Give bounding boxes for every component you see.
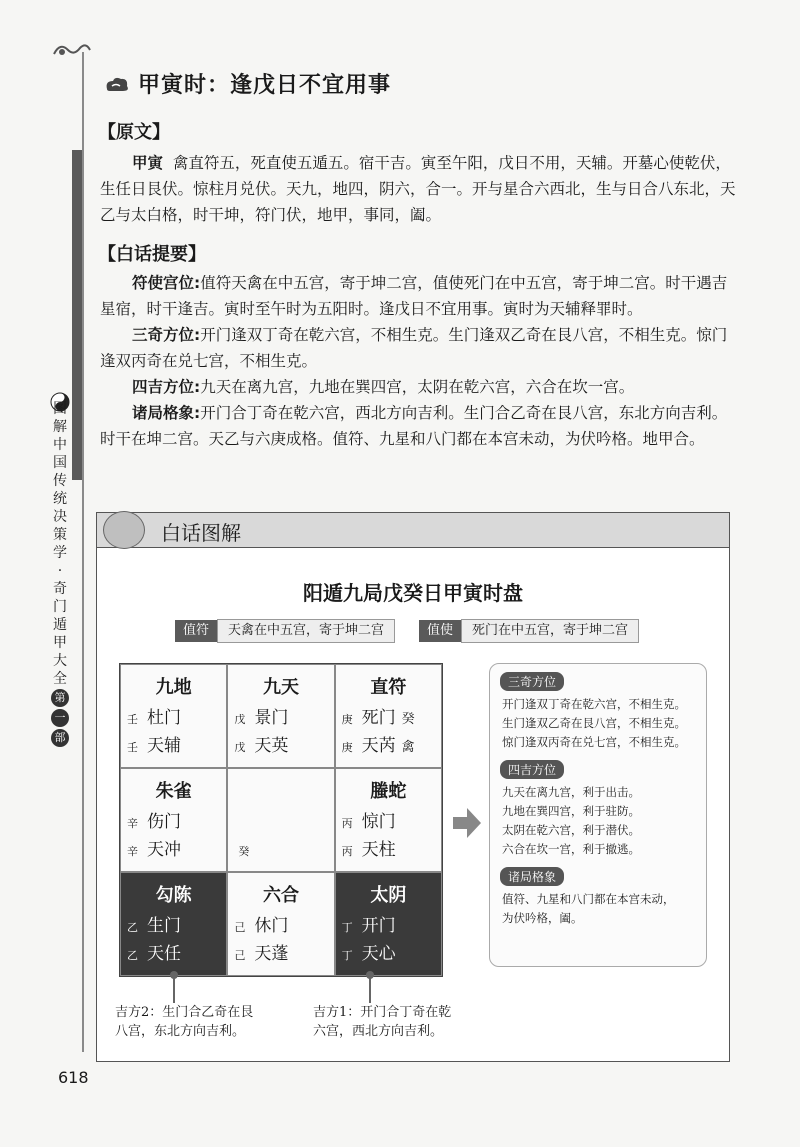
section-heading-baihua: 【白话提要】 <box>98 244 206 265</box>
panel-line: 值符、九星和八门都在本宫未动， <box>502 892 675 906</box>
tiyao-item: 四吉方位:九天在离九宫，九地在巽四宫，太阴在乾六宫，六合在坎一宫。 <box>132 378 635 396</box>
vertical-title-char: 全 <box>53 671 67 687</box>
diagram-box <box>96 512 730 1062</box>
summary-panel <box>489 663 707 967</box>
siji-list <box>490 783 706 859</box>
deity-name: 六合 <box>262 885 299 906</box>
vertical-title-char: 传 <box>53 473 67 489</box>
door-row: 己 休门 <box>234 916 289 936</box>
star-row: 庚 天芮 禽 <box>341 736 415 756</box>
page-number: 618 <box>58 1068 89 1087</box>
part-marker-char: 一 <box>51 709 69 727</box>
deity-name: 勾陈 <box>155 885 192 906</box>
vertical-title-char: 大 <box>53 653 67 669</box>
vertical-book-title <box>48 400 72 748</box>
center-stem: 癸 <box>238 845 250 858</box>
tiyao-block <box>100 270 738 452</box>
panel-line: 九地在巽四宫，利于驻防。 <box>502 804 640 818</box>
badge-icon <box>103 511 145 549</box>
vertical-title-char: 解 <box>53 419 67 435</box>
diagram-header-label: 白话图解 <box>161 521 241 545</box>
door-row: 乙 生门 <box>127 916 181 936</box>
door-row: 庚 死门 癸 <box>341 708 415 728</box>
panel-line: 开门逢双丁奇在乾六宫，不相生克。 <box>502 697 686 711</box>
door-row: 壬 杜门 <box>127 708 181 728</box>
door-row: 丁 开门 <box>341 916 396 936</box>
deity-name: 九天 <box>262 677 299 698</box>
page-title: 甲寅时：逢戊日不宜用事 <box>104 68 391 99</box>
star-row: 丙 天柱 <box>341 840 396 860</box>
callout-pin <box>173 975 175 1003</box>
yuanwen-paragraph: 甲寅 禽直符五，死直使五遁五。宿干吉。寅至午阳，戊日不用，天辅。开墓心使乾伏，生任日艮伏。惊柱月兑伏。天九，地四，阴六，合一。开与星合六西北，生与日合八东北，天乙与太白格，时干坤，符门伏，地甲，事同，阖。 <box>100 154 736 224</box>
diagram-title: 阳遁九局戊癸日甲寅时盘 <box>303 581 523 605</box>
geju-list <box>490 890 706 928</box>
sanqi-list <box>490 695 706 752</box>
vertical-title-char: 遁 <box>53 617 67 633</box>
tiyao-item: 三奇方位:开门逢双丁奇在乾六宫，不相生克。生门逢双乙奇在艮八宫，不相生克。惊门逢双丙奇在兑七宫，不相生克。 <box>100 326 728 370</box>
palace-cell <box>227 768 334 872</box>
palace-cell <box>227 664 334 768</box>
star-row: 戊 天英 <box>234 736 289 756</box>
cloud-ornament-icon <box>104 75 130 95</box>
zhifu-bar: 值符 天禽在中五宫，寄于坤二宫 <box>175 619 395 641</box>
diagram-header <box>97 513 729 548</box>
vertical-title-char: 学 <box>53 545 67 561</box>
vertical-title-char: 中 <box>53 437 67 453</box>
callout-pin <box>369 975 371 1003</box>
star-row: 乙 天任 <box>127 944 181 964</box>
callout-right: 吉方1：开门合丁奇在乾 六宫，西北方向吉利。 <box>313 1005 452 1039</box>
star-row: 壬 天辅 <box>127 736 181 756</box>
deity-name: 直符 <box>370 677 407 698</box>
qimen-grid <box>119 663 443 977</box>
deity-name: 太阴 <box>370 885 407 906</box>
palace-cell <box>120 768 227 872</box>
star-row: 辛 天冲 <box>127 840 181 860</box>
vertical-title-char: 决 <box>53 509 67 525</box>
vertical-title-char: 门 <box>53 599 67 615</box>
door-row: 丙 惊门 <box>341 812 396 832</box>
deity-name: 螣蛇 <box>370 781 407 802</box>
palace-cell <box>120 872 227 976</box>
arrow-right-icon <box>453 808 481 842</box>
deity-name: 朱雀 <box>155 781 192 802</box>
margin-rule <box>82 52 84 1052</box>
panel-line: 六合在坎一宫，利于撤逃。 <box>502 842 640 856</box>
panel-line: 惊门逢双丙奇在兑七宫，不相生克。 <box>502 735 686 749</box>
sanqi-label: 三奇方位 <box>500 672 564 691</box>
vertical-title-char: 甲 <box>53 635 67 651</box>
panel-line: 生门逢双乙奇在艮八宫，不相生克。 <box>502 716 686 730</box>
panel-line: 九天在离九宫，利于出击。 <box>502 785 640 799</box>
zhishi-bar: 值使 死门在中五宫，寄于坤二宫 <box>419 619 639 641</box>
panel-line: 为伏吟格，阖。 <box>502 911 583 925</box>
door-row: 戊 景门 <box>234 708 289 728</box>
palace-cell <box>335 872 442 976</box>
corner-ornament-icon <box>52 40 92 62</box>
vertical-title-char: 国 <box>53 455 67 471</box>
palace-cell <box>335 768 442 872</box>
palace-cell <box>120 664 227 768</box>
callout-left: 吉方2：生门合乙奇在艮 八宫，东北方向吉利。 <box>115 1005 254 1039</box>
part-marker-char: 第 <box>51 689 69 707</box>
star-row: 丁 天心 <box>341 944 396 964</box>
vertical-title-char: 统 <box>53 491 67 507</box>
vertical-title-char: 奇 <box>53 581 67 597</box>
part-marker-char: 部 <box>51 729 69 747</box>
geju-label: 诸局格象 <box>500 867 564 886</box>
siji-label: 四吉方位 <box>500 760 564 779</box>
star-row: 己 天蓬 <box>234 944 289 964</box>
vertical-title-char: 图 <box>53 401 67 417</box>
section-heading-yuanwen: 【原文】 <box>98 122 170 143</box>
door-row: 辛 伤门 <box>127 812 181 832</box>
palace-cell <box>227 872 334 976</box>
tiyao-item: 符使宫位:值符天禽在中五宫，寄于坤二宫，值使死门在中五宫，寄于坤二宫。时干遇吉星宿，时干逢吉。寅时至午时为五阳时。逢戊日不宜用事。寅时为天辅释罪时。 <box>100 274 728 318</box>
deity-name: 九地 <box>155 677 192 698</box>
vertical-title-char: · <box>57 563 63 579</box>
margin-band <box>72 150 82 480</box>
panel-line: 太阴在乾六宫，利于潜伏。 <box>502 823 640 837</box>
tiyao-item: 诸局格象:开门合丁奇在乾六宫，西北方向吉利。生门合乙奇在艮八宫，东北方向吉利。时干在坤二宫。天乙与六庚成格。值符、九星和八门都在本宫未动，为伏吟格。地甲合。 <box>100 404 728 448</box>
vertical-title-char: 策 <box>53 527 67 543</box>
palace-cell <box>335 664 442 768</box>
